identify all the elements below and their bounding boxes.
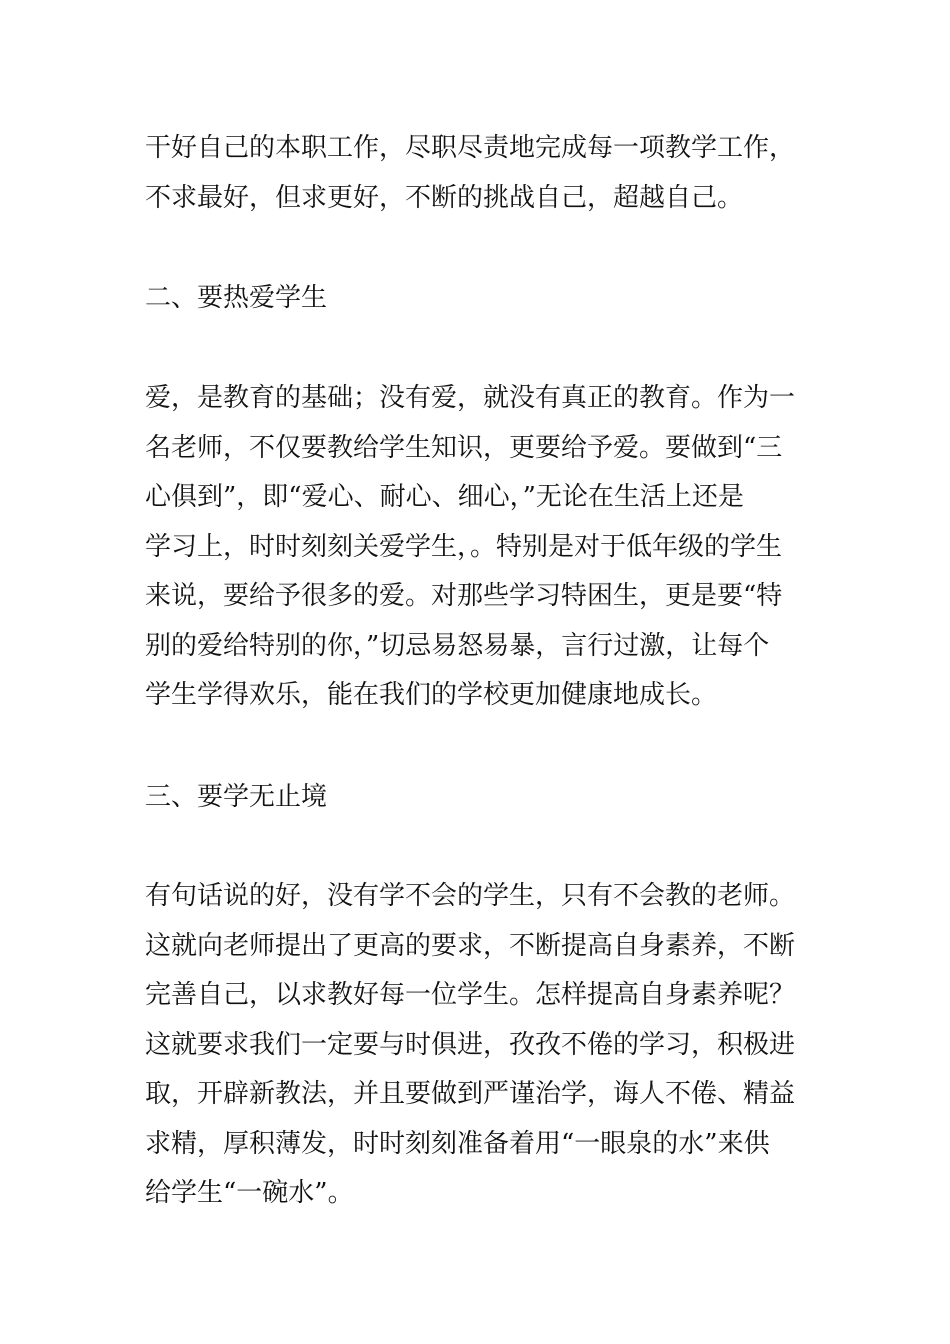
paragraph-line: 干好自己的本职工作，尽职尽责地完成每一项教学工作， bbox=[145, 133, 796, 163]
section-heading-2: 二、要热爱学生 bbox=[145, 283, 328, 313]
paragraph-line: 完善自己，以求教好每一位学生。怎样提高自身素养呢？ bbox=[145, 980, 796, 1010]
paragraph-line: 来说，要给予很多的爱。对那些学习特困生，更是要“特 bbox=[145, 581, 783, 611]
paragraph-line: 取，开辟新教法，并且要做到严谨治学，诲人不倦、精益 bbox=[145, 1079, 796, 1109]
paragraph-line: 名老师，不仅要教给学生知识，更要给予爱。要做到“三 bbox=[145, 432, 783, 463]
section-heading-3: 三、要学无止境 bbox=[145, 782, 328, 812]
paragraph-line: 心俱到”，即“爱心、耐心、细心，”无论在生活上还是 bbox=[145, 482, 744, 512]
paragraph-line: 有句话说的好，没有学不会的学生，只有不会教的老师。 bbox=[145, 881, 796, 911]
paragraph-line: 这就要求我们一定要与时俱进，孜孜不倦的学习，积极进 bbox=[145, 1029, 796, 1060]
paragraph-2 bbox=[145, 374, 817, 721]
paragraph-line: 爱，是教育的基础；没有爱，就没有真正的教育。作为一 bbox=[145, 383, 796, 413]
paragraph-3 bbox=[145, 872, 817, 1219]
paragraph-line: 学生学得欢乐，能在我们的学校更加健康地成长。 bbox=[145, 680, 718, 710]
paragraph-line: 不求最好，但求更好，不断的挑战自己，超越自己。 bbox=[145, 182, 744, 213]
paragraph-line: 求精，厚积薄发，时时刻刻准备着用“一眼泉的水”来供 bbox=[145, 1128, 770, 1159]
paragraph-line: 学习上，时时刻刻关爱学生，。特别是对于低年级的学生 bbox=[145, 531, 783, 562]
paragraph-line: 别的爱给特别的你，”切忌易怒易暴，言行过激，让每个 bbox=[145, 630, 770, 661]
paragraph-1 bbox=[145, 124, 817, 223]
paragraph-line: 这就向老师提出了更高的要求，不断提高自身素养，不断 bbox=[145, 930, 796, 961]
paragraph-line: 给学生“一碗水”。 bbox=[145, 1178, 354, 1208]
